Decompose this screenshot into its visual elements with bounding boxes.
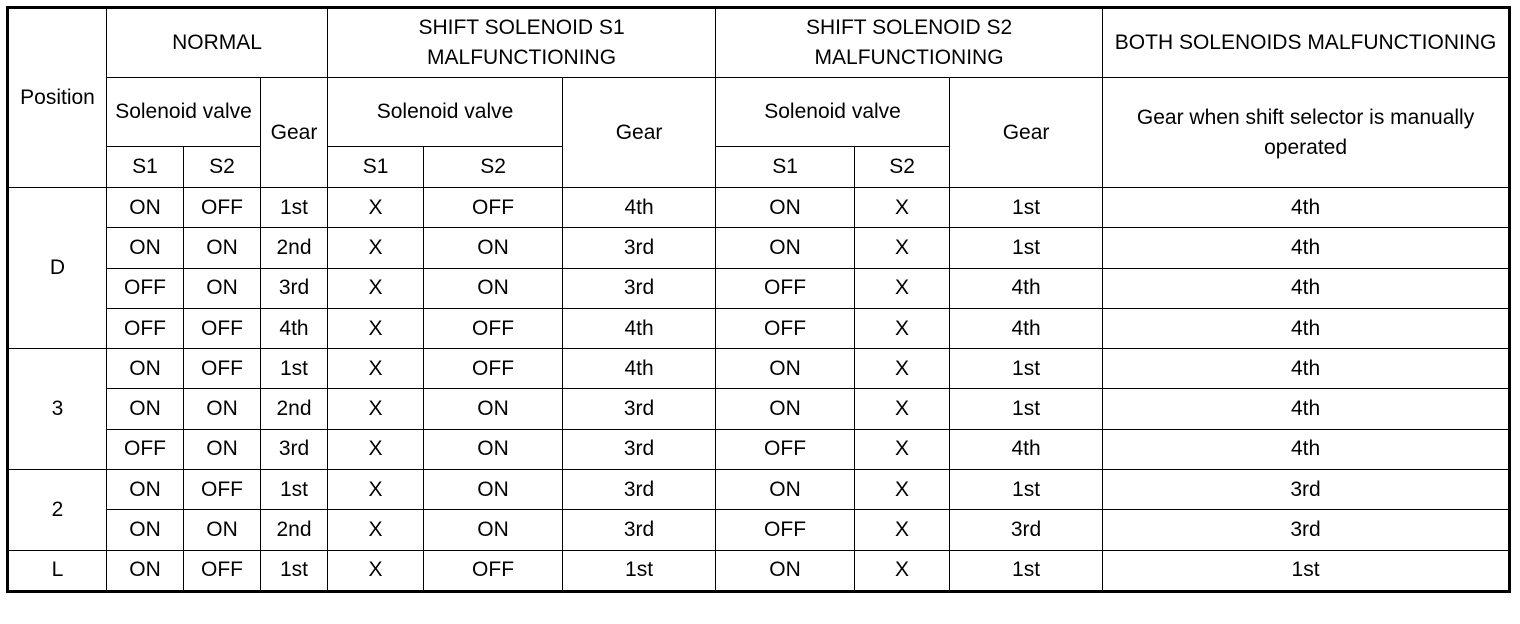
s2-fail-gear-cell: 4th [950, 429, 1103, 469]
normal-s1-cell: OFF [107, 429, 184, 469]
position-cell: L [8, 550, 107, 591]
table-row [8, 389, 1510, 429]
s2-fail-s1-cell: ON [716, 349, 855, 389]
s2-fail-s2-cell: X [855, 308, 950, 348]
s1-fail-s2-cell: OFF [424, 550, 563, 591]
both-fail-gear-cell: 1st [1103, 550, 1510, 591]
table-row [8, 228, 1510, 268]
s2-fail-gear-cell: 1st [950, 550, 1103, 591]
normal-gear-cell: 2nd [261, 228, 328, 268]
s1-fail-s2-cell: OFF [424, 308, 563, 348]
s1-fail-s1-cell: X [328, 188, 424, 228]
normal-s2-cell: OFF [184, 188, 261, 228]
s2-fail-s1-cell: ON [716, 389, 855, 429]
table-row [8, 550, 1510, 591]
s2-fail-s1-cell: ON [716, 188, 855, 228]
normal-s1-cell: ON [107, 228, 184, 268]
normal-s1-cell: ON [107, 550, 184, 591]
table-row [8, 268, 1510, 308]
normal-s1-cell: ON [107, 188, 184, 228]
normal-s1-cell: ON [107, 389, 184, 429]
normal-s1-cell: ON [107, 470, 184, 510]
normal-header: NORMAL [107, 8, 328, 78]
s1-fail-gear-cell: 1st [563, 550, 716, 591]
s1-fail-gear-cell: 4th [563, 349, 716, 389]
s1-fail-s2-cell: ON [424, 268, 563, 308]
table-row [8, 470, 1510, 510]
s2-fail-s1-header: S1 [716, 147, 855, 188]
s1-fail-gear-cell: 4th [563, 188, 716, 228]
normal-gear-cell: 1st [261, 470, 328, 510]
s1-fail-s2-cell: ON [424, 429, 563, 469]
normal-s2-cell: ON [184, 389, 261, 429]
s1-fail-gear-cell: 3rd [563, 228, 716, 268]
normal-gear-cell: 1st [261, 188, 328, 228]
s2-fail-gear-cell: 1st [950, 389, 1103, 429]
both-fail-gear-cell: 4th [1103, 429, 1510, 469]
s1-fail-s1-cell: X [328, 429, 424, 469]
s2-fail-gear-cell: 4th [950, 268, 1103, 308]
header-row-1 [8, 8, 1510, 78]
normal-s2-cell: OFF [184, 349, 261, 389]
s1-fail-gear-cell: 3rd [563, 470, 716, 510]
s2-fail-gear-cell: 1st [950, 349, 1103, 389]
s2-fail-gear-cell: 1st [950, 470, 1103, 510]
normal-s1-cell: ON [107, 510, 184, 550]
position-header: Position [8, 8, 107, 188]
both-gear-manual-header: Gear when shift selector is manually operated [1103, 78, 1510, 188]
normal-s2-cell: OFF [184, 308, 261, 348]
normal-s2-cell: ON [184, 268, 261, 308]
s1-fail-gear-cell: 3rd [563, 268, 716, 308]
s1-gear-header: Gear [563, 78, 716, 188]
s2-fail-s2-cell: X [855, 470, 950, 510]
table-row [8, 349, 1510, 389]
s2-fail-s1-cell: ON [716, 550, 855, 591]
s1-fail-s1-cell: X [328, 268, 424, 308]
header-row-2 [8, 78, 1510, 147]
position-cell: 3 [8, 349, 107, 470]
table-row [8, 188, 1510, 228]
normal-s1-cell: OFF [107, 308, 184, 348]
normal-gear-cell: 1st [261, 349, 328, 389]
normal-s2-cell: ON [184, 510, 261, 550]
s2-fail-gear-cell: 1st [950, 188, 1103, 228]
both-fail-gear-cell: 3rd [1103, 510, 1510, 550]
s2-fail-gear-cell: 4th [950, 308, 1103, 348]
s1-malfunction-header: SHIFT SOLENOID S1 MALFUNCTIONING [328, 8, 716, 78]
normal-gear-cell: 4th [261, 308, 328, 348]
s2-fail-s2-cell: X [855, 228, 950, 268]
both-fail-gear-cell: 4th [1103, 308, 1510, 348]
s1-fail-s1-cell: X [328, 550, 424, 591]
s2-fail-s1-cell: OFF [716, 268, 855, 308]
normal-s1-cell: ON [107, 349, 184, 389]
s1-fail-s2-cell: OFF [424, 349, 563, 389]
s1-fail-gear-cell: 3rd [563, 429, 716, 469]
both-malfunction-header: BOTH SOLENOIDS MALFUNCTIONING [1103, 8, 1510, 78]
normal-solenoid-valve-header: Solenoid valve [107, 78, 261, 147]
both-fail-gear-cell: 4th [1103, 389, 1510, 429]
s2-fail-s1-cell: OFF [716, 429, 855, 469]
s1-fail-s2-cell: ON [424, 228, 563, 268]
s1-fail-gear-cell: 3rd [563, 510, 716, 550]
table-row [8, 510, 1510, 550]
s1-fail-s1-cell: X [328, 308, 424, 348]
both-fail-gear-cell: 4th [1103, 188, 1510, 228]
normal-s1-header: S1 [107, 147, 184, 188]
normal-s2-cell: ON [184, 429, 261, 469]
s1-fail-s2-cell: OFF [424, 188, 563, 228]
normal-gear-header: Gear [261, 78, 328, 188]
both-fail-gear-cell: 4th [1103, 228, 1510, 268]
normal-gear-cell: 3rd [261, 429, 328, 469]
both-fail-gear-cell: 4th [1103, 268, 1510, 308]
solenoid-malfunction-table [6, 6, 1511, 593]
s1-solenoid-valve-header: Solenoid valve [328, 78, 563, 147]
s2-fail-s2-cell: X [855, 510, 950, 550]
normal-s2-cell: OFF [184, 470, 261, 510]
solenoid-table-container [6, 6, 1511, 593]
s2-fail-s2-cell: X [855, 268, 950, 308]
s2-solenoid-valve-header: Solenoid valve [716, 78, 950, 147]
s1-fail-s2-cell: ON [424, 470, 563, 510]
normal-s2-cell: ON [184, 228, 261, 268]
s2-fail-s2-header: S2 [855, 147, 950, 188]
normal-s2-header: S2 [184, 147, 261, 188]
s2-fail-s1-cell: ON [716, 228, 855, 268]
s1-fail-s2-header: S2 [424, 147, 563, 188]
s2-fail-s2-cell: X [855, 550, 950, 591]
s1-fail-gear-cell: 4th [563, 308, 716, 348]
table-body [8, 188, 1510, 592]
s2-fail-s2-cell: X [855, 429, 950, 469]
s2-fail-s1-cell: ON [716, 470, 855, 510]
table-row [8, 429, 1510, 469]
s2-fail-s2-cell: X [855, 349, 950, 389]
s2-fail-s1-cell: OFF [716, 510, 855, 550]
position-cell: D [8, 188, 107, 349]
s1-fail-s2-cell: ON [424, 389, 563, 429]
normal-s1-cell: OFF [107, 268, 184, 308]
both-fail-gear-cell: 4th [1103, 349, 1510, 389]
normal-gear-cell: 2nd [261, 389, 328, 429]
s2-fail-s1-cell: OFF [716, 308, 855, 348]
normal-gear-cell: 2nd [261, 510, 328, 550]
position-cell: 2 [8, 470, 107, 551]
s1-fail-s1-cell: X [328, 228, 424, 268]
s2-malfunction-header: SHIFT SOLENOID S2 MALFUNCTIONING [716, 8, 1103, 78]
s1-fail-s1-header: S1 [328, 147, 424, 188]
s1-fail-s1-cell: X [328, 389, 424, 429]
s1-fail-s2-cell: ON [424, 510, 563, 550]
s1-fail-s1-cell: X [328, 510, 424, 550]
normal-gear-cell: 1st [261, 550, 328, 591]
s2-fail-gear-cell: 3rd [950, 510, 1103, 550]
both-fail-gear-cell: 3rd [1103, 470, 1510, 510]
s1-fail-s1-cell: X [328, 349, 424, 389]
s1-fail-s1-cell: X [328, 470, 424, 510]
s1-fail-gear-cell: 3rd [563, 389, 716, 429]
normal-gear-cell: 3rd [261, 268, 328, 308]
normal-s2-cell: OFF [184, 550, 261, 591]
s2-fail-gear-cell: 1st [950, 228, 1103, 268]
s2-fail-s2-cell: X [855, 188, 950, 228]
table-row [8, 308, 1510, 348]
s2-fail-s2-cell: X [855, 389, 950, 429]
s2-gear-header: Gear [950, 78, 1103, 188]
